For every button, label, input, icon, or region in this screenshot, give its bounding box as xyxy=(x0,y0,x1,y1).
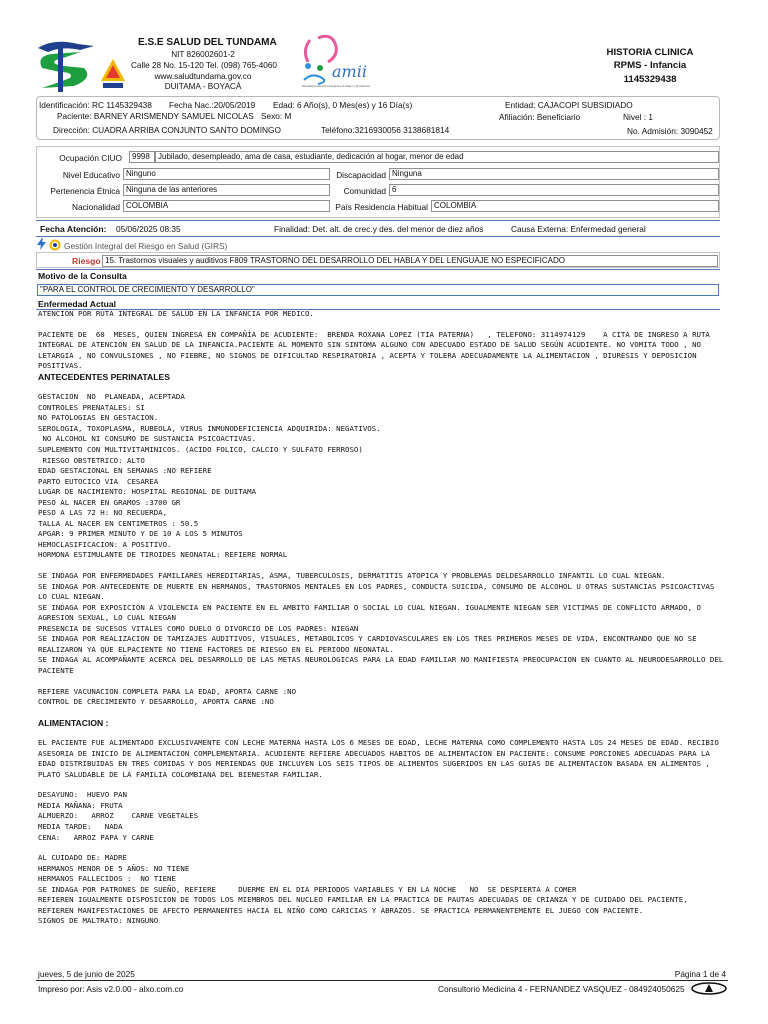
document-subtitle: RPMS - Infancia xyxy=(613,60,687,71)
eses-logo xyxy=(34,38,98,94)
nivel-educativo-field: Ninguno xyxy=(123,168,330,180)
enfermedad-p7: DESAYUNO: HUEVO PAN MEDIA MAÑANA: FRUTA ALMUERZO: ARROZ CARNE VEGETALES MEDIA TARDE: NADA CENA: ARROZ PAPA Y CARNE xyxy=(38,790,199,842)
patient-identificacion: Identificación: RC 1145329438 xyxy=(39,100,152,110)
patient-telefono: Teléfono:3216930056 3138681814 xyxy=(321,125,450,135)
patient-info-box xyxy=(36,96,720,140)
amii-logo-tagline: Estrategia Atención Integral a la Mujer y la Infancia xyxy=(302,84,370,88)
etnica-field: Ninguna de las anteriores xyxy=(123,184,330,196)
motivo-field: "PARA EL CONTROL DE CRECIMIENTO Y DESARROLLO" xyxy=(37,284,719,296)
divider xyxy=(36,236,720,237)
patient-fecha-nac: Fecha Nac.:20/05/2019 xyxy=(169,100,256,110)
comunidad-field: 6 xyxy=(389,184,719,196)
finalidad: Finalidad: Det. alt. de crec.y des. del menor de diez años xyxy=(274,224,484,234)
girs-label: Gestión Integral del Riesgo en Salud (GIRS) xyxy=(64,241,228,251)
amii-logo-word: amii xyxy=(332,62,367,81)
pais-residencia-field: COLOMBIA xyxy=(431,200,719,212)
antecedentes-perinatales-heading: ANTECEDENTES PERINATALES xyxy=(38,371,170,382)
patient-afiliacion: Afiliación: Beneficiario xyxy=(499,112,581,122)
discapacidad-label: Discapacidad xyxy=(336,170,386,180)
org-nit: NIT 826002601-2 xyxy=(171,50,235,59)
patient-admision: No. Admisión: 3090452 xyxy=(627,126,713,136)
riesgo-label: Riesgo xyxy=(72,256,101,266)
enfermedad-p6: EL PACIENTE FUE ALIMENTADO EXCLUSIVAMENTE CON LECHE MATERNA HASTA LOS 6 MESES DE EDAD, LECHE MATERNA COMO COMPLEMENTO HASTA LOS 24 MESES DE EDAD. RECIBIO ASESORIA DE INICIO DE ALIMENTACION COMPLEMENTARIA. ACUDIENTE REFIERE ADECUADOS HABITOS DE ALIMENTACION EN PACIENTE: CONSUME PORCIONES ADECUADAS PARA LA EDAD DISTRIBUIDAS EN TRES COMIDAS Y DOS MERIENDAS QUE INCLUYEN LOS SEIS TIPOS DE ALIMENTOS SUGERIDOS EN LAS GUIAS DE ALIMENTACION BASADA EN ALIMENTOS , PLATO SALUDABLE DE LA FAMILIA COLOMBIANA DEL BIENESTAR FAMILIAR. xyxy=(38,738,724,779)
girs-seal-icon xyxy=(49,239,61,251)
enfermedad-p3: GESTACION NO PLANEADA, ACEPTADA CONTROLES PRENATALES: SI NO PATOLOGIAS EN GESTACION. SEROLOGIA, TOXOPLASMA, RUBEOLA, VIRUS INMUNODEFICIENCIA ADQUIRIDA: NEGATIVOS. NO ALCOHOL NI CONSUMO DE SUSTANCIA PSICOACTIVAS. SUPLEMENTO CON MULTIVITAMINICOS. (ACIDO FOLICO, CALCIO Y SULFATO FERROSO) RIESGO OBSTETRICO: ALTO EDAD GESTACIONAL EN SEMANAS :NO REFIERE PARTO EUTOCICO VIA CESAREA LUGAR DE NACIMIENTO: HOSPITAL REGIONAL DE DUITAMA PESO AL NACER EN GRAMOS :3700 GR PESO A LAS 72 H: NO RECUERDA, TALLA AL NACER EN CENTIMETROS : 50.5 APGAR: 9 PRIMER MINUTO Y DE 10 A LOS 5 MINUTOS HEMOCLASIFICACION: A POSITIVO. HORMONA ESTIMULANTE DE TIROIDES NEONATAL: REFIERE NORMAL xyxy=(38,392,381,560)
nacionalidad-field: COLOMBIA xyxy=(123,200,330,212)
patient-direccion: Dirección: CUADRA ARRIBA CONJUNTO SANTO DOMINGO xyxy=(53,125,281,135)
footer-printed-by: Impreso por: Asis v2.0.00 - alxo.com.co xyxy=(38,984,184,994)
lightning-icon xyxy=(37,238,46,250)
pais-residencia-label: País Residencia Habitual xyxy=(335,202,428,212)
comunidad-label: Comunidad xyxy=(343,186,386,196)
fecha-atencion-value: 05/06/2025 08:35 xyxy=(116,224,181,234)
patient-sexo: Sexo: M xyxy=(261,111,292,121)
footer-date: jueves, 5 de junio de 2025 xyxy=(38,969,135,979)
amii-logo xyxy=(292,32,374,96)
footer-consultorio: Consultorio Medicina 4 - FERNANDEZ VASQUEZ - 084924050625 xyxy=(438,984,685,994)
enfermedad-actual-text xyxy=(38,309,724,927)
footer-divider xyxy=(36,980,728,981)
nacionalidad-label: Nacionalidad xyxy=(72,202,120,212)
enfermedad-p2: PACIENTE DE 60 MESES, QUIEN INGRESA EN COMPAÑÍA DE ACUDIENTE: BRENDA ROXANA LOPEZ (TIA PATERNA) , TELEFONO: 3114974129 A CITA DE INGRESO A RUTA INTEGRAL DE ATENCION EN SALUD DE LA INFANCIA.PACIENTE AL MOMENTO SIN SINTOMA ALGUNO CON ADECUADO ESTADO DE SALUD SEGÚN ACUDIENTE. NO VOMITA TODO , NO LETARGIA , NO CONVULSIONES , NO FIEBRE, NO SIGNOS DE DIFICULTAD RESPIRATORIA , ACEPTA Y TOLERA ADECUADAMENTE LA ALIMENTACION , DIURESIS Y DEPOSICION POSITIVAS. xyxy=(38,329,715,371)
org-name: E.S.E SALUD DEL TUNDAMA xyxy=(138,37,277,48)
alimentacion-heading: ALIMENTACION : xyxy=(38,717,109,728)
ocupacion-code-field: 9998 xyxy=(129,151,155,163)
patient-edad: Edad: 6 Año(s), 0 Mes(es) y 16 Día(s) xyxy=(273,100,413,110)
fecha-atencion-label: Fecha Atención: xyxy=(40,224,107,234)
org-city: DUITAMA - BOYACÁ xyxy=(164,82,242,91)
ocupacion-label: Ocupación CIUO xyxy=(59,153,122,163)
motivo-label: Motivo de la Consulta xyxy=(38,271,127,281)
discapacidad-field: Ninguna xyxy=(389,168,719,180)
patient-entidad: Entidad: CAJACOPI SUBSIDIADO xyxy=(505,100,633,110)
enfermedad-actual-label: Enfermedad Actual xyxy=(38,299,116,309)
divider xyxy=(36,220,720,221)
riesgo-field: 15. Trastornos visuales y auditivos F809 TRASTORNO DEL DESARROLLO DEL HABLA Y DEL LENGUAJE NO ESPECIFICADO xyxy=(102,255,718,267)
etnica-label: Pertenencia Étnica xyxy=(50,186,120,196)
enfermedad-p4: SE INDAGA POR ENFERMEDADES FAMILIARES HEREDITARIAS, ASMA, TUBERCULOSIS, DERMATITIS ATOPICA Y PROBLEMAS DELDESARROLLO INFANTIL LO CUAL NIEGAN. SE INDAGA POR ANTECEDENTE DE MUERTE EN HERMANOS, TRASTORNOS MENTALES EN LOS PADRES, CONDUCTA SUICIDA, CONSUMO DE ALCOHOL U OTRAS SUSTANCIAS PSICOACTIVAS LO CUAL NIEGAN. SE INDAGA POR EXPOSICION A VIOLENCIA EN PACIENTE EN EL AMBITO FAMILIAR O SOCIAL LO CUAL NIEGAN. IGUALMENTE NIEGAN SER VICTIMAS DE CONFLICTO ARMADO, O AGRESION SEXUAL, LO CUAL NIEGAN PRESENCIA DE SUCESOS VITALES COMO DUELO O DIVORCIO DE LOS PADRES: NIEGAN SE INDAGA POR REALIZACION DE TAMIZAJES AUDITIVOS, VISUALES, METABOLICOS Y CARDIOVASCULARES EN LOS TRES PRIMEROS MESES DE VIDA, ENCONTRANDO QUE NO SE REALIZARON YA QUE ELPACIENTE NO TIENE FACTORES DE RIESGO EN EL PERIODO NEONATAL. SE INDAGA AL ACOMPAÑANTE ACERCA DEL DESARROLLO DE LAS METAS NEUROLOGICAS PARA LA EDAD FAMILIAR NO MANIFIESTA PREOCUPACION EN CUANTO AL NEURODESARROLLO DEL PACIENTE xyxy=(38,571,724,675)
enfermedad-p8: AL CUIDADO DE: MADRE HERMANOS MENOR DE 5 AÑOS: NO TIENE HERMANOS FALLECIDOS : NO TIENE SE INDAGA POR PATRONES DE SUEÑO, REFIERE DUERME EN EL DIA PERIODOS VARIABLES Y EN LA NOCHE NO SE DESPIERTA A COMER REFIEREN IGUALMENTE DISPOSICION DE TODOS LOS MIEMBROS DEL NUCLEO FAMILIAR EN LA PRACTICA DE PAUTAS ADECUADAS DE CRIANZA Y DE CUIDADO DEL PACIENTE, REFIEREN MANIFESTACIONES DE AFECTO PERMANENTES HACIA EL NIÑO COMO CARICIAS Y ABRAZOS. SE PRACTICA PERMANENTEMENTE EL JUEGO CON PACIENTE. SIGNOS DE MALTRATO: NINGUNO xyxy=(38,853,688,926)
org-address: Calle 28 No. 15-120 Tel. (098) 765-4060 xyxy=(131,61,277,70)
enfermedad-p1: ATENCION POR RUTA INTEGRAL DE SALUD EN LA INFANCIA POR MEDICO. xyxy=(38,309,314,318)
causa-externa: Causa Externa: Enfermedad general xyxy=(511,224,646,234)
divider xyxy=(36,269,720,270)
document-title: HISTORIA CLINICA xyxy=(606,47,694,58)
footer-page-number: Página 1 de 4 xyxy=(674,969,726,979)
org-website: www.saludtundama.gov.co xyxy=(154,72,252,81)
enfermedad-p5: REFIERE VACUNACION COMPLETA PARA LA EDAD, APORTA CARNE :NO CONTROL DE CRECIMIENTO Y DESARROLLO, APORTA CARNE :NO xyxy=(38,686,297,707)
nivel-educativo-label: Nivel Educativo xyxy=(62,170,120,180)
ocupacion-value-field: Jubilado, desempleado, ama de casa, estudiante, dedicación al hogar, menor de edad xyxy=(155,151,719,163)
patient-nivel: Nivel : 1 xyxy=(623,112,653,122)
alxo-logo-icon xyxy=(690,982,728,995)
patient-nombre: Paciente: BARNEY ARISMENDY SAMUEL NICOLAS xyxy=(57,111,254,121)
document-number: 1145329438 xyxy=(623,74,677,85)
